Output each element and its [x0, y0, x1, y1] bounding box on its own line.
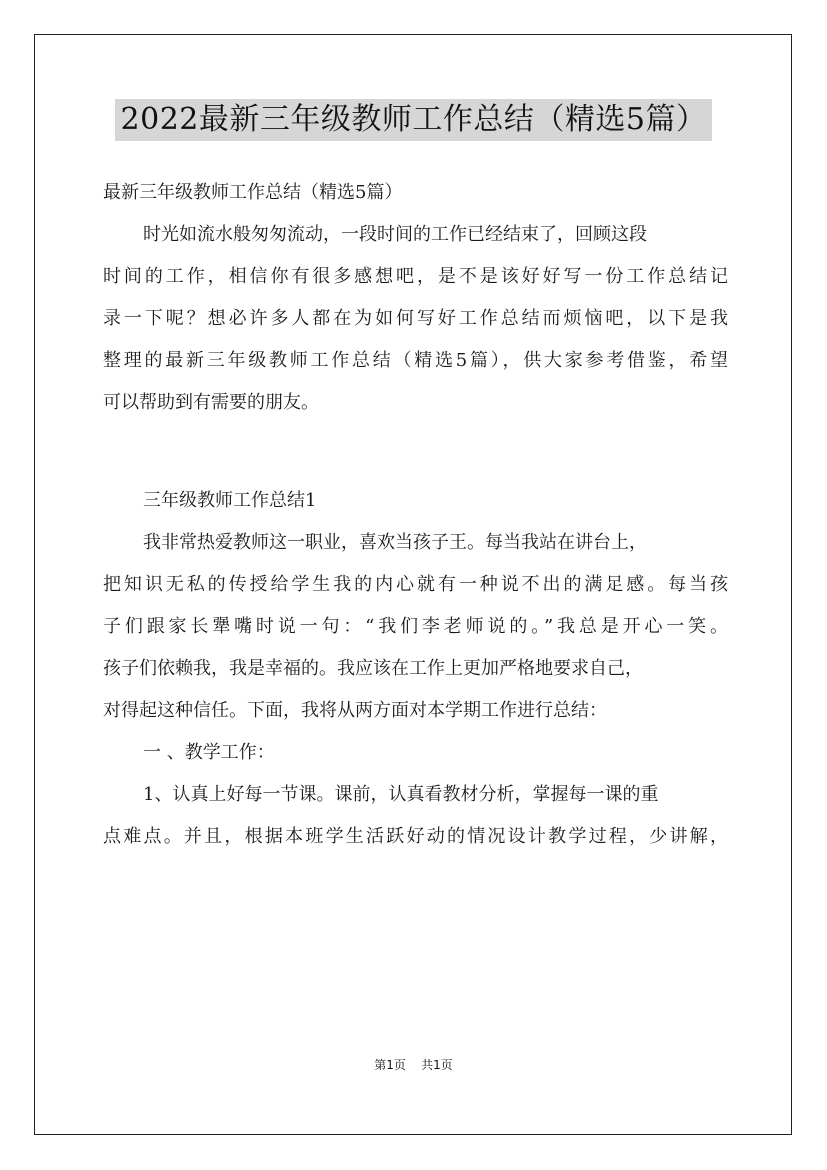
- section-line: 把知识无私的传授给学生我的内心就有一种说不出的满足感。每当孩: [103, 574, 728, 595]
- page-footer: [0, 1056, 827, 1074]
- intro-line: 时间的工作，相信你有很多感想吧，是不是该好好写一份工作总结记: [103, 266, 728, 287]
- section-line: 对得起这种信任。下面，我将从两方面对本学期工作进行总结：: [103, 700, 607, 721]
- item-line: 点难点。并且，根据本班学生活跃好动的情况设计教学过程，少讲解，: [103, 826, 728, 847]
- document-subtitle: 最新三年级教师工作总结（精选5篇）: [103, 182, 403, 203]
- section-line: 我非常热爱教师这一职业，喜欢当孩子王。每当我站在讲台上，: [143, 532, 647, 553]
- document-title: 2022最新三年级教师工作总结（精选5篇）: [115, 99, 713, 141]
- intro-line: 可以帮助到有需要的朋友。: [103, 392, 319, 413]
- section-heading: 三年级教师工作总结1: [143, 490, 317, 511]
- sub-heading: 一 、教学工作：: [143, 742, 275, 763]
- page-total: 共1页: [421, 1058, 453, 1072]
- title-container: [0, 99, 827, 141]
- page-number: 第1页: [374, 1058, 406, 1072]
- intro-line: 录一下呢？想必许多人都在为如何写好工作总结而烦恼吧，以下是我: [103, 308, 728, 329]
- section-line: 孩子们依赖我，我是幸福的。我应该在工作上更加严格地要求自己，: [103, 658, 643, 679]
- section-line: 子们跟家长犟嘴时说一句：“我们李老师说的。”我总是开心一笑。: [103, 616, 728, 637]
- intro-line: 时光如流水般匆匆流动，一段时间的工作已经结束了，回顾这段: [143, 224, 647, 245]
- document-body: [103, 172, 728, 858]
- item-line: 1、认真上好每一节课。课前，认真看教材分析，掌握每一课的重: [143, 784, 659, 805]
- section-gap: [103, 424, 728, 480]
- intro-line: 整理的最新三年级教师工作总结（精选5篇），供大家参考借鉴，希望: [103, 350, 728, 371]
